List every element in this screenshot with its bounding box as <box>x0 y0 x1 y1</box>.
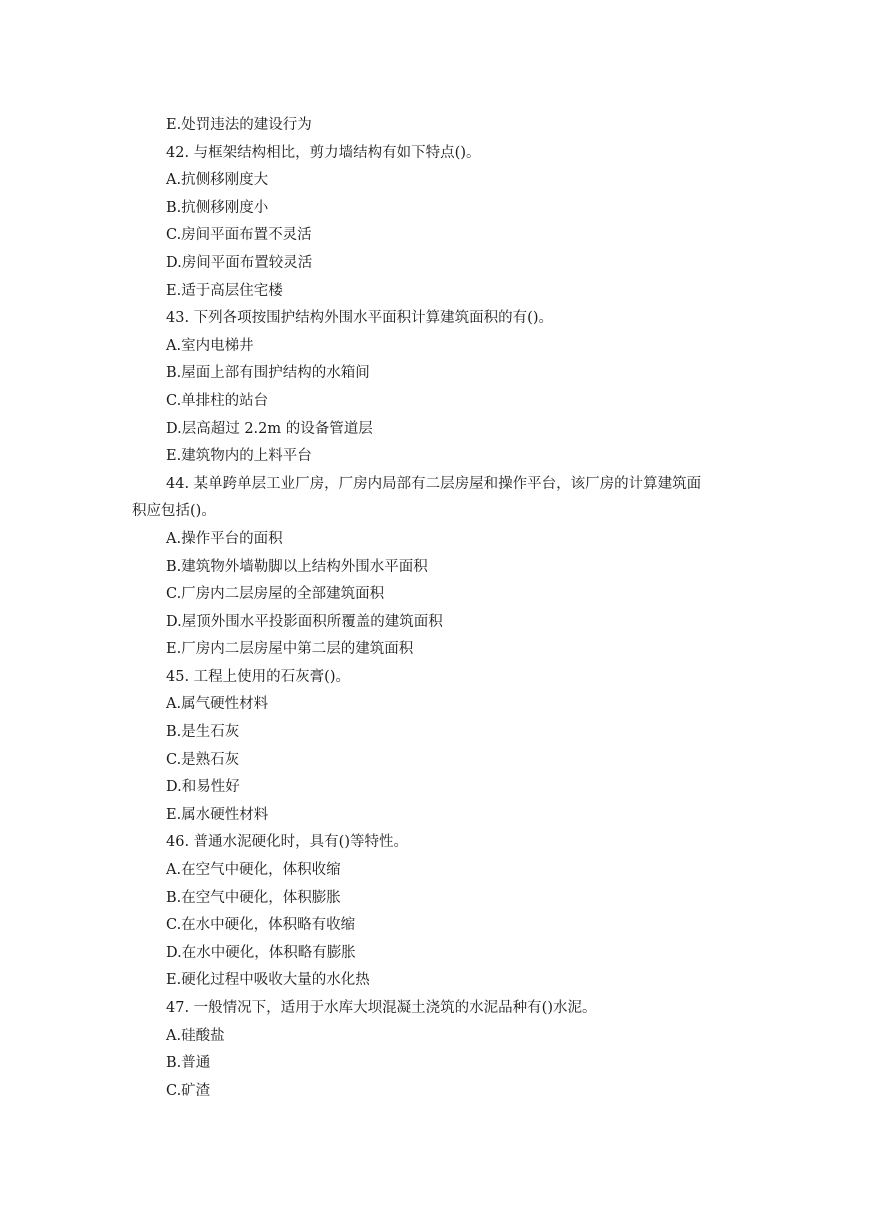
question-text: 47. 一般情况下，适用于水库大坝混凝土浇筑的水泥品种有()水泥。 <box>166 1000 597 1016</box>
answer-option: B.抗侧移刚度小 <box>166 199 269 216</box>
answer-option: B.建筑物外墙勒脚以上结构外围水平面积 <box>166 558 428 575</box>
answer-option: C.单排柱的站台 <box>166 392 269 409</box>
answer-option: A.在空气中硬化，体积收缩 <box>166 862 341 879</box>
answer-option: D.层高超过 2.2m 的设备管道层 <box>166 420 373 437</box>
document-body <box>132 112 742 1105</box>
answer-option: B.是生石灰 <box>166 724 240 741</box>
question-text: 43. 下列各项按围护结构外围水平面积计算建筑面积的有()。 <box>166 310 553 327</box>
answer-option: C.是熟石灰 <box>166 751 240 768</box>
answer-option: A.硅酸盐 <box>166 1027 225 1044</box>
answer-option: E.处罚违法的建设行为 <box>166 117 312 133</box>
answer-option: E.适于高层住宅楼 <box>166 282 283 299</box>
answer-option: D.和易性好 <box>166 779 240 796</box>
question-text-line: 44. 某单跨单层工业厂房，厂房内局部有二层房屋和操作平台，该厂房的计算建筑面 <box>166 475 702 492</box>
question-text: 42. 与框架结构相比，剪力墙结构有如下特点()。 <box>166 144 481 161</box>
answer-option: E.属水硬性材料 <box>166 806 269 823</box>
question-text: 46. 普通水泥硬化时，具有()等特性。 <box>166 834 408 851</box>
answer-option: D.屋顶外围水平投影面积所覆盖的建筑面积 <box>166 613 443 630</box>
answer-option: C.在水中硬化，体积略有收缩 <box>166 917 356 934</box>
answer-option: C.房间平面布置不灵活 <box>166 227 312 244</box>
answer-option: D.房间平面布置较灵活 <box>166 254 313 271</box>
answer-option: A.抗侧移刚度大 <box>166 172 269 189</box>
question-text <box>132 471 742 526</box>
answer-option: A.操作平台的面积 <box>166 530 283 547</box>
answer-option: E.硬化过程中吸收大量的水化热 <box>166 972 370 989</box>
question-text: 45. 工程上使用的石灰膏()。 <box>166 668 350 685</box>
answer-option: E.厂房内二层房屋中第二层的建筑面积 <box>166 641 414 658</box>
question-text-continuation: 积应包括()。 <box>132 503 216 520</box>
answer-option: A.属气硬性材料 <box>166 696 269 713</box>
answer-option: B.在空气中硬化，体积膨胀 <box>166 889 341 906</box>
answer-option: B.普通 <box>166 1055 211 1072</box>
answer-option: E.建筑物内的上料平台 <box>166 448 312 465</box>
answer-option: B.屋面上部有围护结构的水箱间 <box>166 365 370 382</box>
answer-option: A.室内电梯井 <box>166 337 254 354</box>
answer-option: C.矿渣 <box>166 1082 211 1099</box>
answer-option: C.厂房内二层房屋的全部建筑面积 <box>166 586 385 603</box>
answer-option: D.在水中硬化，体积略有膨胀 <box>166 944 356 961</box>
